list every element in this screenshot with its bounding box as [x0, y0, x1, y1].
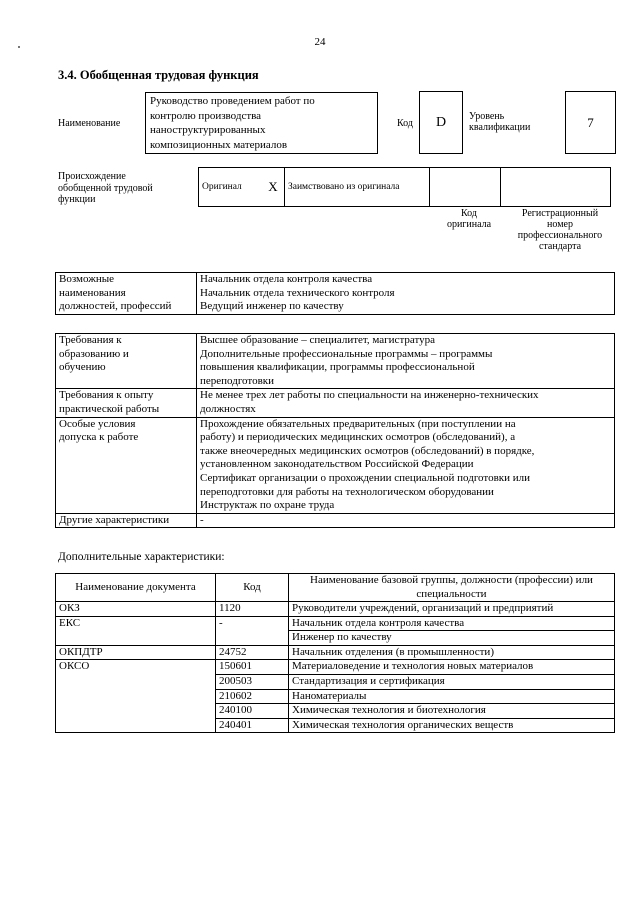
original-code-cell [430, 168, 501, 207]
requirement-label [56, 513, 197, 528]
function-name-line: композиционных материалов [150, 138, 288, 151]
function-name-line: контролю производства [150, 109, 262, 122]
label-line: практической работы [59, 402, 160, 415]
name-cell: Инженер по качеству [289, 631, 615, 646]
doc-cell [56, 689, 216, 704]
table-row [56, 660, 615, 675]
label-line: Требования к опыту [59, 389, 154, 402]
name-cell: Начальник отделения (в промышленности) [289, 645, 615, 660]
doc-cell: ОКПДТР [56, 645, 216, 660]
code-value: D [419, 91, 463, 154]
value-line: Сертификат организации о прохождении специальной подготовки или [200, 471, 531, 484]
origin-label-line: Происхождение [58, 171, 126, 182]
additional-title: Дополнительные характеристики: [58, 551, 225, 563]
table-row [56, 631, 615, 646]
table-row [56, 704, 615, 719]
borrowed-label: Заимствовано из оригинала [285, 168, 430, 207]
label-line: Возможные [59, 273, 114, 285]
label-line: допуска к работе [59, 431, 139, 444]
name-cell: Химическая технология и биотехнология [289, 704, 615, 719]
name-cell: Руководители учреждений, организаций и предприятий [289, 602, 615, 617]
level-label-line: квалификации [469, 122, 531, 133]
value-line: переподготовки для работы на технологическом оборудовании [200, 485, 494, 498]
value-line: переподготовки [200, 374, 274, 387]
function-name-box [145, 92, 378, 154]
reg-number-cell [501, 168, 611, 207]
value-line: Высшее образование – специалитет, магистратура [200, 334, 436, 346]
label-line: должностей, профессий [59, 300, 172, 313]
caption-line: стандарта [538, 241, 582, 252]
requirements-table [55, 333, 615, 528]
label-line: наименования [59, 286, 126, 299]
value-line: - [200, 513, 204, 526]
code-cell: 150601 [216, 660, 289, 675]
original-mark: X [262, 168, 285, 207]
doc-cell: ОКСО [56, 660, 216, 675]
code-cell: 24752 [216, 645, 289, 660]
table-row [56, 674, 615, 689]
label-line: образованию и [59, 347, 129, 360]
requirement-label [56, 389, 197, 417]
requirement-label [56, 334, 197, 389]
label-line: Требования к [59, 334, 122, 346]
column-header: Наименование базовой группы, должности (профессии) или специальности [289, 574, 615, 602]
additional-table [55, 573, 615, 733]
code-cell: 1120 [216, 602, 289, 617]
value-line: также внеочередных медицинских осмотров (обследований) в порядке, [200, 444, 535, 457]
page-number: 24 [314, 36, 326, 48]
position-item: Ведущий инженер по качеству [200, 300, 344, 313]
requirement-row-experience [56, 389, 615, 417]
code-cell: 240401 [216, 718, 289, 733]
requirement-value [197, 513, 615, 528]
table-row [56, 616, 615, 631]
table-row [56, 718, 615, 733]
level-label-line: Уровень [469, 111, 505, 122]
value-line: Инструктаж по охране труда [200, 499, 335, 512]
requirement-value [197, 389, 615, 417]
name-cell: Стандартизация и сертификация [289, 674, 615, 689]
table-row [56, 645, 615, 660]
name-cell: Начальник отдела контроля качества [289, 616, 615, 631]
origin-table [198, 167, 611, 207]
additional-header-row [56, 574, 615, 602]
level-value: 7 [565, 91, 616, 154]
requirement-value [197, 417, 615, 513]
position-item: Начальник отдела технического контроля [200, 286, 395, 299]
requirement-row-education [56, 334, 615, 389]
positions-label [56, 273, 197, 315]
table-row [56, 689, 615, 704]
function-name-line: Руководство проведением работ по [150, 95, 315, 107]
doc-cell [56, 674, 216, 689]
requirement-value [197, 334, 615, 389]
original-code-caption [436, 208, 502, 230]
doc-cell: ОКЗ [56, 602, 216, 617]
value-line: повышения квалификации, программы профессиональной [200, 361, 475, 374]
requirement-row-other [56, 513, 615, 528]
positions-list [197, 273, 615, 315]
value-line: Не менее трех лет работы по специальности на инженерно-технических [200, 389, 539, 402]
value-line: работу) и периодических медицинских осмотров (обследований), а [200, 431, 516, 444]
name-cell: Химическая технология органических веществ [289, 718, 615, 733]
doc-cell [56, 718, 216, 733]
code-label: Код [397, 118, 413, 129]
level-label [469, 111, 530, 133]
caption-line: оригинала [446, 219, 492, 230]
origin-label [58, 171, 153, 206]
requirement-row-admission [56, 417, 615, 513]
column-header: Наименование документа [56, 574, 216, 602]
value-line: Прохождение обязательных предварительных (при поступлении на [200, 417, 516, 430]
value-line: установленном законодательством Российской Федерации [200, 458, 474, 471]
reg-number-caption [506, 208, 614, 252]
table-row [56, 602, 615, 617]
caption-line: номер [547, 219, 573, 230]
doc-cell [56, 631, 216, 646]
doc-cell: ЕКС [56, 616, 216, 631]
doc-cell [56, 704, 216, 719]
value-line: Дополнительные профессиональные программы – программы [200, 347, 493, 360]
position-item: Начальник отдела контроля качества [200, 273, 373, 285]
caption-line: Код [461, 208, 477, 219]
code-cell [216, 631, 289, 646]
label-line: Особые условия [59, 417, 136, 430]
name-cell: Материаловедение и технология новых материалов [289, 660, 615, 675]
section-title: 3.4. Обобщенная трудовая функция [58, 68, 259, 82]
origin-label-line: обобщенной трудовой [58, 182, 153, 194]
value-line: должностях [200, 402, 256, 415]
requirement-label [56, 417, 197, 513]
name-cell: Наноматериалы [289, 689, 615, 704]
function-name-line: наноструктурированных [150, 124, 266, 136]
code-cell: 210602 [216, 689, 289, 704]
caption-line: Регистрационный [521, 208, 599, 219]
name-label: Наименование [58, 118, 121, 129]
code-cell: 200503 [216, 674, 289, 689]
original-label: Оригинал [199, 168, 263, 207]
caption-line: профессионального [517, 230, 603, 241]
code-cell: 240100 [216, 704, 289, 719]
label-line: обучению [59, 361, 106, 374]
code-cell: - [216, 616, 289, 631]
label-line: Другие характеристики [59, 513, 170, 526]
origin-label-line: функции [58, 194, 96, 205]
column-header: Код [216, 574, 289, 602]
positions-table [55, 272, 615, 315]
